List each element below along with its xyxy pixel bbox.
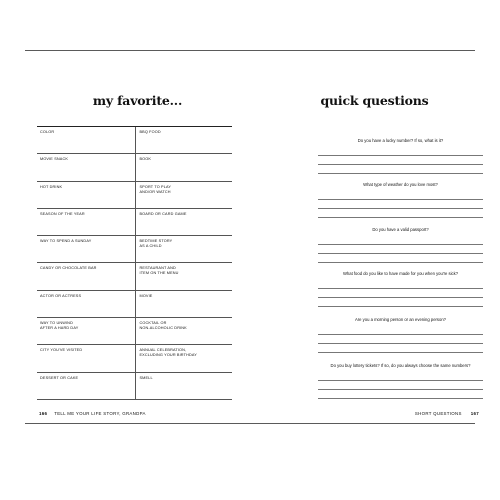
answer-line[interactable] bbox=[318, 156, 483, 165]
question-text: What food do you like to have made for you when you're sick? bbox=[342, 271, 459, 276]
question-text: Do you have a lucky number? If so, what is it? bbox=[357, 138, 444, 143]
favorites-row bbox=[37, 209, 232, 236]
favorites-row bbox=[37, 127, 232, 154]
quick-questions-heading: quick questions bbox=[320, 93, 429, 108]
answer-line[interactable] bbox=[318, 280, 483, 289]
favorite-label-right: BEDTIME STORY AS A CHILD bbox=[135, 236, 233, 262]
answer-line[interactable] bbox=[318, 209, 483, 218]
favorite-label-left: WAY TO UNWIND AFTER A HARD DAY bbox=[40, 321, 79, 331]
answer-line[interactable] bbox=[318, 390, 483, 399]
question-text: Are you a morning person or an evening person? bbox=[354, 317, 447, 322]
favorites-table bbox=[37, 126, 232, 400]
favorite-label-left: SEASON OF THE YEAR bbox=[40, 211, 85, 216]
favorites-row bbox=[37, 318, 232, 345]
favorite-label-left: MOVIE SNACK bbox=[40, 157, 69, 162]
right-page bbox=[250, 51, 479, 423]
answer-line[interactable] bbox=[318, 344, 483, 353]
favorite-label-left: CITY YOU'VE VISITED bbox=[40, 348, 83, 353]
favorite-label-right: BOOK bbox=[135, 154, 233, 180]
left-page bbox=[25, 51, 250, 423]
favorite-label-left: WAY TO SPEND A SUNDAY bbox=[40, 239, 92, 244]
question-block bbox=[318, 182, 483, 218]
favorites-row bbox=[37, 263, 232, 290]
question-block bbox=[318, 271, 483, 307]
book-title-footer: TELL ME YOUR LIFE STORY, GRANDPA bbox=[54, 411, 146, 416]
favorites-row bbox=[37, 236, 232, 263]
answer-line[interactable] bbox=[318, 326, 483, 335]
answer-line[interactable] bbox=[318, 245, 483, 254]
question-block bbox=[318, 227, 483, 263]
answer-line[interactable] bbox=[318, 289, 483, 298]
favorite-label-left: DESSERT OR CAKE bbox=[40, 375, 79, 380]
favorite-label-right: BOARD OR CARD GAME bbox=[135, 209, 233, 235]
favorite-label-left: HOT DRINK bbox=[40, 184, 63, 189]
question-block bbox=[318, 138, 483, 174]
favorite-label-right: COCKTAIL OR NON-ALCOHOLIC DRINK bbox=[135, 318, 233, 344]
favorite-label-right: RESTAURANT AND ITEM ON THE MENU bbox=[135, 263, 233, 289]
right-footer bbox=[415, 411, 479, 416]
favorites-row bbox=[37, 345, 232, 372]
right-page-number: 167 bbox=[470, 411, 479, 416]
answer-line[interactable] bbox=[318, 200, 483, 209]
favorite-label-right: ANNUAL CELEBRATION, EXCLUDING YOUR BIRTHDAY bbox=[135, 345, 233, 371]
favorites-row bbox=[37, 182, 232, 209]
section-title-footer: SHORT QUESTIONS bbox=[414, 411, 462, 416]
answer-line[interactable] bbox=[318, 191, 483, 200]
question-text: Do you buy lottery tickets? If so, do you always choose the same numbers? bbox=[330, 363, 471, 368]
favorites-row bbox=[37, 154, 232, 181]
favorite-label-right: SPORT TO PLAY AND/OR WATCH bbox=[135, 182, 233, 208]
answer-line[interactable] bbox=[318, 381, 483, 390]
favorites-row bbox=[37, 373, 232, 400]
left-page-number: 166 bbox=[39, 411, 48, 416]
favorite-label-right: BBQ FOOD bbox=[135, 127, 233, 153]
answer-line[interactable] bbox=[318, 165, 483, 174]
favorites-heading: my favorite... bbox=[92, 93, 183, 108]
answer-line[interactable] bbox=[318, 298, 483, 307]
answer-line[interactable] bbox=[318, 147, 483, 156]
left-footer bbox=[39, 411, 146, 416]
answer-line[interactable] bbox=[318, 236, 483, 245]
favorite-label-left: ACTOR OR ACTRESS bbox=[40, 293, 82, 298]
favorite-label-left: COLOR bbox=[40, 130, 55, 134]
favorite-label-right: MOVIE bbox=[135, 291, 233, 317]
favorite-label-left: CANDY OR CHOCOLATE BAR bbox=[40, 266, 97, 271]
book-spread bbox=[25, 50, 479, 424]
question-block bbox=[318, 363, 483, 399]
answer-line[interactable] bbox=[318, 372, 483, 381]
question-text: What type of weather do you love most? bbox=[363, 182, 438, 187]
answer-line[interactable] bbox=[318, 335, 483, 344]
favorite-label-right: SMELL bbox=[135, 373, 233, 399]
question-text: Do you have a valid passport? bbox=[372, 227, 429, 232]
answer-line[interactable] bbox=[318, 254, 483, 263]
favorites-row bbox=[37, 291, 232, 318]
question-block bbox=[318, 317, 483, 353]
